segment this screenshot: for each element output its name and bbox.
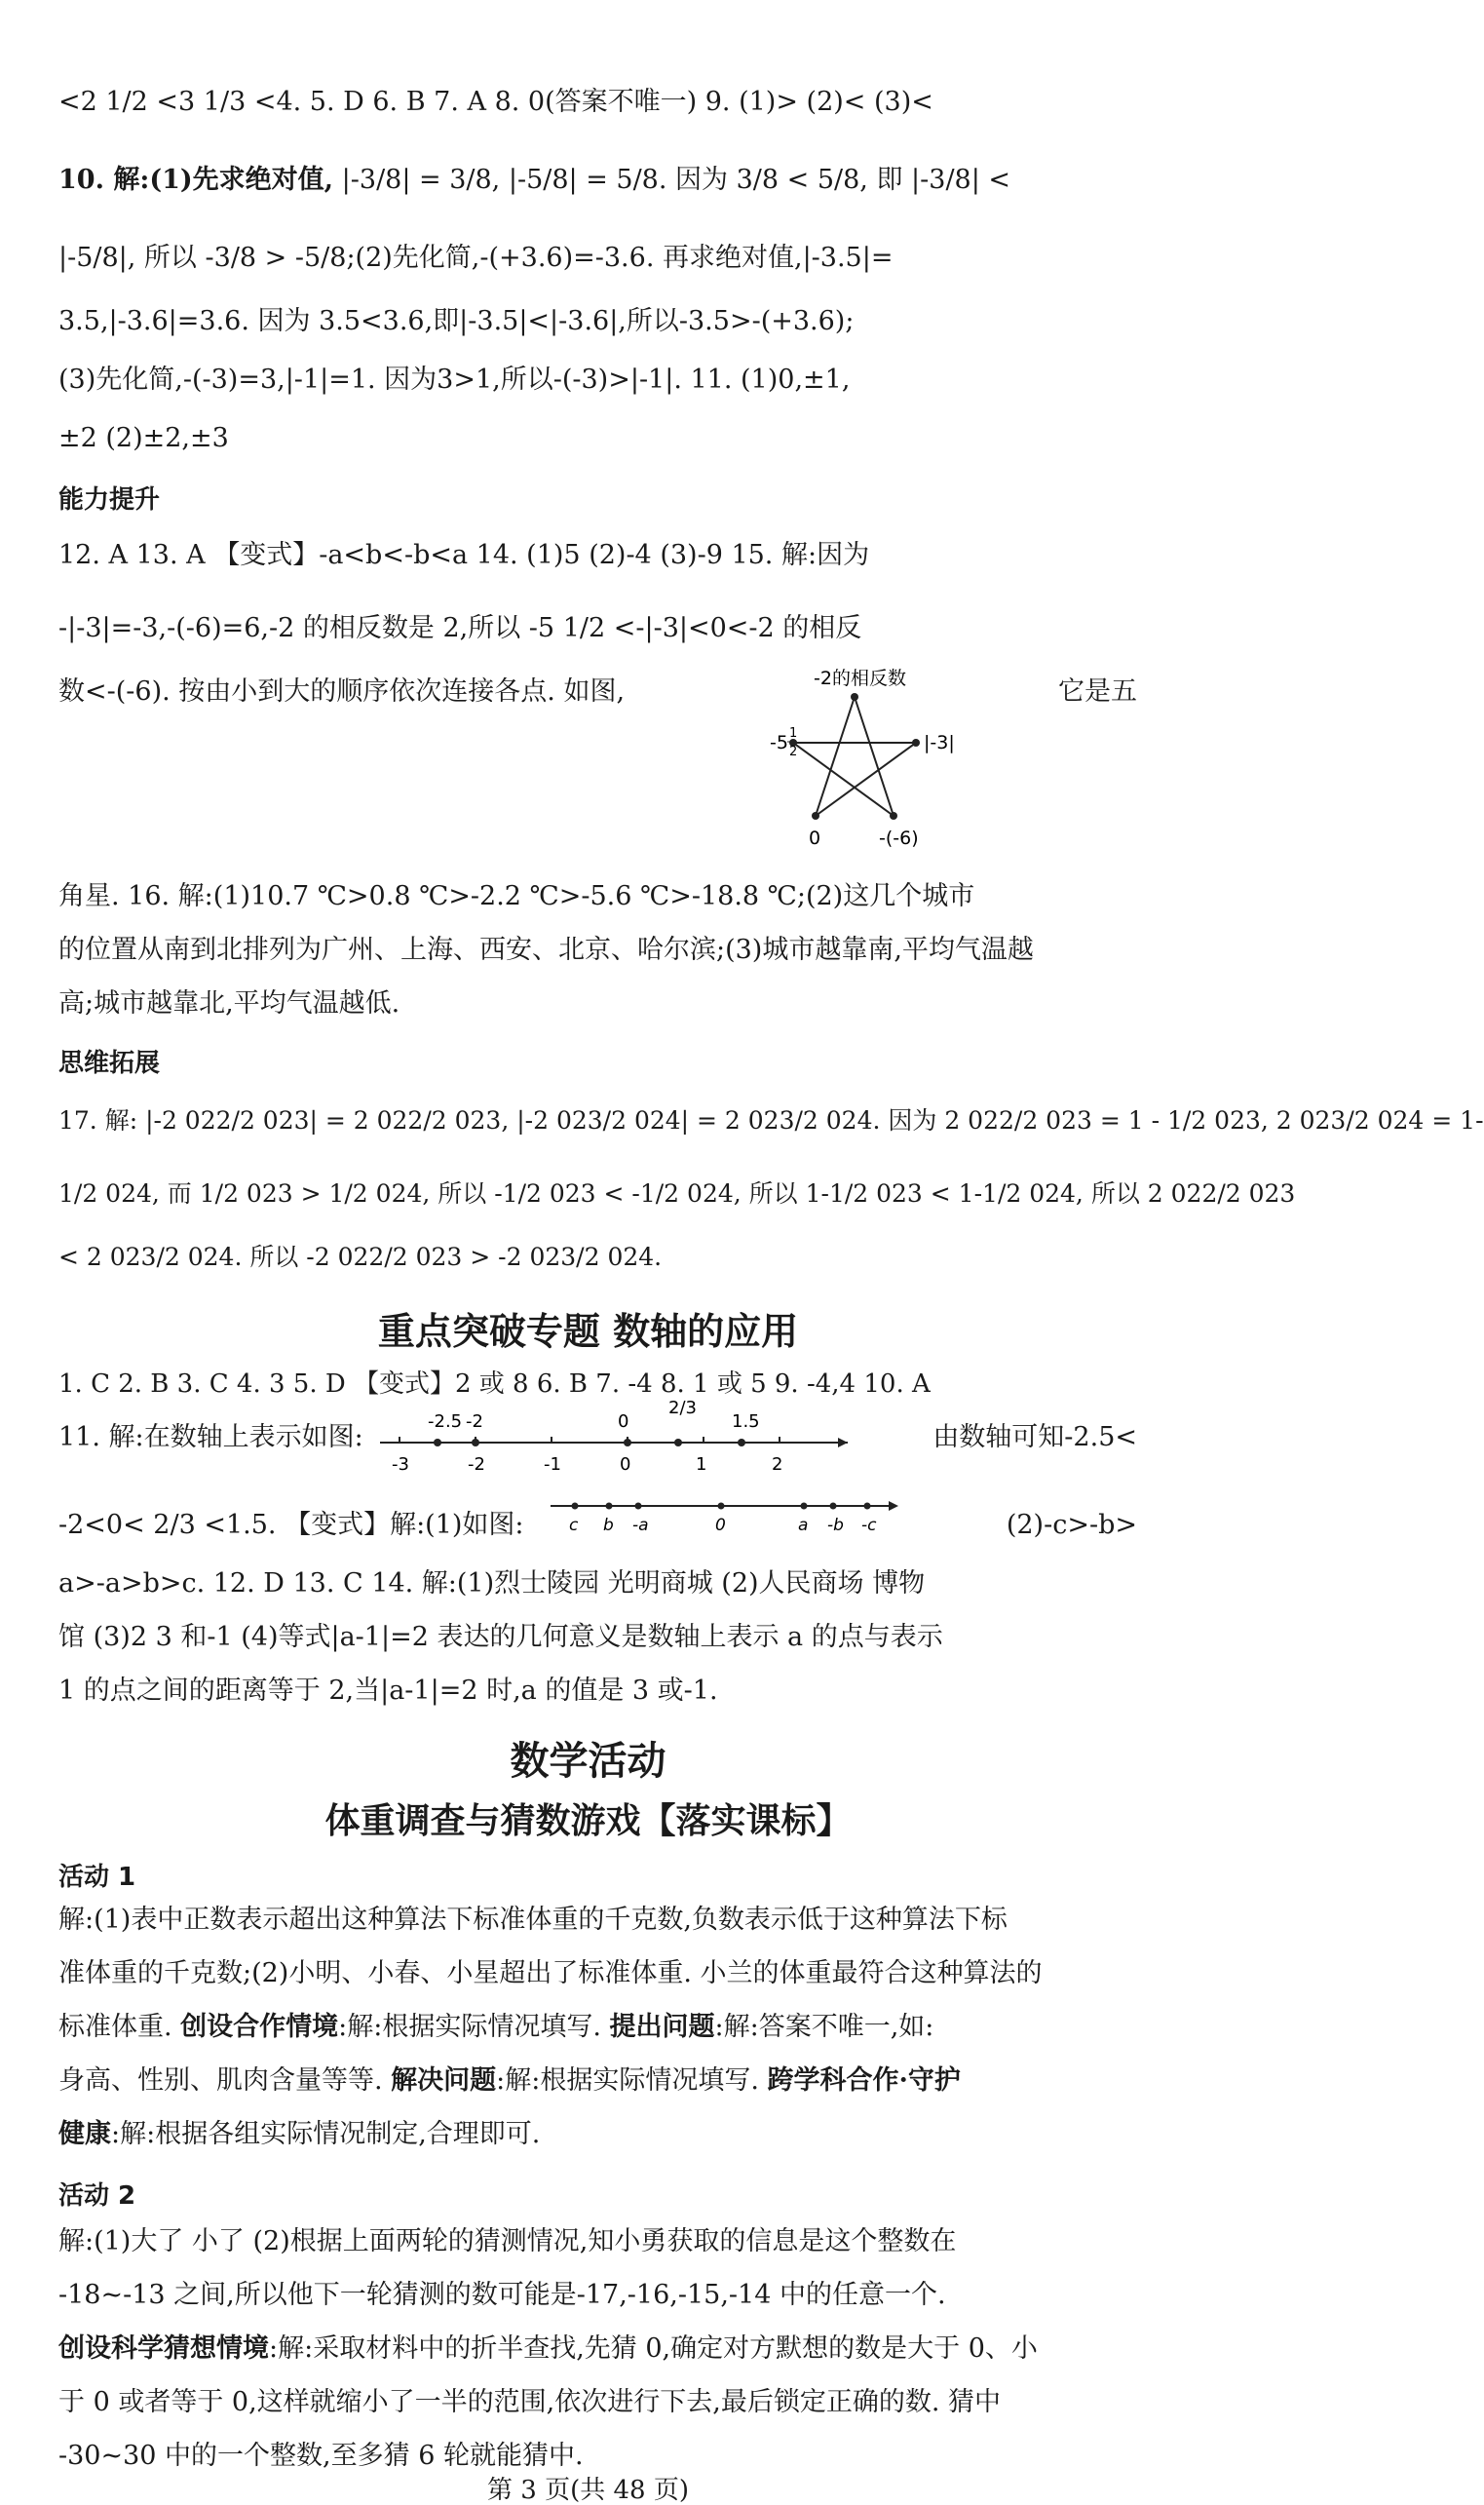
axis-point xyxy=(635,1503,642,1510)
axis-point xyxy=(738,1439,745,1446)
answer-line: a>-a>b>c. 12. D 13. C 14. 解:(1)烈士陵园 光明商城 (2)人民商场 博物 xyxy=(58,1568,926,1599)
axis-point-label: -b xyxy=(827,1516,844,1535)
answer-line xyxy=(58,2062,1137,2100)
answer-line-right: 由数轴可知-2.5< xyxy=(932,1422,1137,1452)
star-point-right xyxy=(912,739,920,747)
star-label-bottom-left: 0 xyxy=(809,828,821,849)
text-span: 身高、性别、肌肉含量等等. xyxy=(58,2065,392,2096)
answer-line xyxy=(58,2008,1137,2047)
axis-point-label: 0 xyxy=(618,1411,629,1432)
axis-point xyxy=(572,1503,579,1510)
axis-tick-label: 1 xyxy=(696,1454,707,1475)
answer-line: 高;城市越靠北,平均气温越低. xyxy=(58,988,400,1019)
answer-line: 17. 解: |-2 022/2 023| = 2 022/2 023, |-2 023/2 024| = 2 023/2 024. 因为 2 022/2 023 = 1 - 1/2 023, 2 023/2 024 = 1- xyxy=(58,1106,1484,1135)
answer-line-right: (2)-c>-b> xyxy=(1006,1510,1137,1540)
section-heading-thinking: 思维拓展 xyxy=(58,1049,161,1078)
bold-term: 创设科学猜想情境 xyxy=(58,2333,269,2364)
axis-point xyxy=(434,1439,441,1446)
text-span: :解:答案不唯一,如: xyxy=(714,2012,934,2042)
answer-line: 1 的点之间的距离等于 2,当|a-1|=2 时,a 的值是 3 或-1. xyxy=(58,1676,718,1706)
axis-point xyxy=(606,1503,613,1510)
axis-tick-label: 2 xyxy=(772,1454,783,1475)
answer-line: -30~30 中的一个整数,至多猜 6 轮就能猜中. xyxy=(58,2441,584,2471)
answer-line: -|-3|=-3,-(-6)=6,-2 的相反数是 2,所以 -5 1/2 <-|-3|<0<-2 的相反 xyxy=(58,613,862,643)
page-footer: 第 3 页(共 48 页) xyxy=(487,2476,689,2505)
star-label-bottom-right: -(-6) xyxy=(879,828,919,849)
axis-point xyxy=(718,1503,725,1510)
text-span: :解:根据各组实际情况制定,合理即可. xyxy=(111,2119,541,2149)
text-span: :解:根据实际情况填写. xyxy=(496,2065,768,2096)
star-outline xyxy=(793,697,916,816)
axis-tick-label: 0 xyxy=(620,1454,631,1475)
axis-point xyxy=(472,1439,479,1446)
title-activity-sub: 体重调查与猜数游戏【落实课标】 xyxy=(324,1801,852,1841)
text-span: :解:根据实际情况填写. xyxy=(338,2012,610,2042)
answer-line: ±2 (2)±2,±3 xyxy=(58,423,229,453)
star-point-top xyxy=(851,693,858,701)
answer-line: 的位置从南到北排列为广州、上海、西安、北京、哈尔滨;(3)城市越靠南,平均气温越 xyxy=(58,935,1034,965)
answer-line: (3)先化简,-(-3)=3,|-1|=1. 因为3>1,所以-(-3)>|-1|. 11. (1)0,±1, xyxy=(58,365,851,395)
star-label-left-num: 1 xyxy=(789,726,798,741)
q10-label: 10. 解:(1)先求绝对值, xyxy=(58,165,334,195)
answer-line: 角星. 16. 解:(1)10.7 ℃>0.8 ℃>-2.2 ℃>-5.6 ℃>-18.8 ℃;(2)这几个城市 xyxy=(58,881,975,911)
answer-line: 于 0 或者等于 0,这样就缩小了一半的范围,依次进行下去,最后锁定正确的数. 猜中 xyxy=(58,2387,1002,2417)
section-heading-ability: 能力提升 xyxy=(58,485,161,515)
axis-point-label: 2/3 xyxy=(668,1398,697,1418)
answer-line: 11. 解:在数轴上表示如图: xyxy=(58,1422,363,1452)
answer-line: 馆 (3)2 3 和-1 (4)等式|a-1|=2 表达的几何意义是数轴上表示 a 的点与表示 xyxy=(58,1622,943,1652)
answer-line xyxy=(58,161,1137,200)
answer-line xyxy=(58,2115,1137,2154)
text-span: 标准体重. xyxy=(58,2012,181,2042)
answer-line: 准体重的千克数;(2)小明、小春、小星超出了标准体重. 小兰的体重最符合这种算法的 xyxy=(58,1958,1043,1988)
axis-arrow-icon xyxy=(838,1438,848,1447)
bold-term: 健康 xyxy=(58,2119,111,2149)
q10-abs-compare: |-3/8| = 3/8, |-5/8| = 5/8. 因为 3/8 < 5/8, 即 |-3/8| < xyxy=(341,165,1011,195)
number-line-2 xyxy=(546,1486,906,1545)
answer-line: -2<0< 2/3 <1.5. 【变式】解:(1)如图: xyxy=(58,1510,524,1540)
bold-term: 创设合作情境 xyxy=(180,2012,339,2042)
axis-point-label: 1.5 xyxy=(732,1411,760,1432)
title-math-activity: 数学活动 xyxy=(510,1739,666,1784)
axis-point xyxy=(624,1439,631,1446)
axis-point xyxy=(674,1439,682,1446)
star-label-top: -2的相反数 xyxy=(814,668,906,689)
axis-point xyxy=(830,1503,837,1510)
axis-point-label: 0 xyxy=(715,1516,726,1535)
number-line-1 xyxy=(370,1384,857,1491)
answer-line: 解:(1)大了 小了 (2)根据上面两轮的猜测情况,知小勇获取的信息是这个整数在 xyxy=(58,2226,957,2256)
answer-line: 1. C 2. B 3. C 4. 3 5. D 【变式】2 或 8 6. B 7. -4 8. 1 或 5 9. -4,4 10. A xyxy=(58,1369,931,1399)
star-label-right: |-3| xyxy=(924,732,955,753)
answer-line-right: 它是五 xyxy=(1058,676,1137,707)
answer-line: 12. A 13. A 【变式】-a<b<-b<a 14. (1)5 (2)-4 (3)-9 15. 解:因为 xyxy=(58,540,870,570)
axis-point xyxy=(864,1503,871,1510)
star-point-bottom-left xyxy=(812,812,819,820)
axis-point-label: -c xyxy=(861,1516,877,1535)
answer-line: < 2 023/2 024. 所以 -2 022/2 023 > -2 023/2 024. xyxy=(58,1243,663,1271)
axis-point-label: b xyxy=(603,1516,614,1535)
title-special-topic: 重点突破专题 数轴的应用 xyxy=(377,1310,799,1353)
axis-point-label: -2.5 xyxy=(428,1411,463,1432)
answer-line: -18~-13 之间,所以他下一轮猜测的数可能是-17,-16,-15,-14 中的任意一个. xyxy=(58,2280,946,2310)
axis-point-label: a xyxy=(798,1516,809,1535)
activity-1-heading: 活动 1 xyxy=(58,1863,136,1892)
axis-tick-label: -3 xyxy=(392,1454,409,1475)
answer-line: <2 1/2 <3 1/3 <4. 5. D 6. B 7. A 8. 0(答案不唯一) 9. (1)> (2)< (3)< xyxy=(58,87,933,117)
answer-line: 3.5,|-3.6|=3.6. 因为 3.5<3.6,即|-3.5|<|-3.6|,所以-3.5>-(+3.6); xyxy=(58,306,855,336)
answer-line: |-5/8|, 所以 -3/8 > -5/8;(2)先化简,-(+3.6)=-3.6. 再求绝对值,|-3.5|= xyxy=(58,243,894,273)
answer-line: 解:(1)表中正数表示超出这种算法下标准体重的千克数,负数表示低于这种算法下标 xyxy=(58,1905,1008,1935)
axis-tick-label: -2 xyxy=(468,1454,485,1475)
bold-term: 跨学科合作·守护 xyxy=(767,2065,961,2096)
axis-tick-label: -1 xyxy=(544,1454,561,1475)
answer-line: 数<-(-6). 按由小到大的顺序依次连接各点. 如图, xyxy=(58,676,626,707)
activity-2-heading: 活动 2 xyxy=(58,2181,136,2211)
pentagram-figure xyxy=(770,663,1013,872)
axis-point-label: -a xyxy=(632,1516,649,1535)
axis-point xyxy=(801,1503,808,1510)
bold-term: 提出问题 xyxy=(609,2012,715,2042)
axis-point-label: c xyxy=(569,1516,579,1535)
star-label-left: -5 xyxy=(770,732,788,753)
answer-line: 1/2 024, 而 1/2 023 > 1/2 024, 所以 -1/2 023 < -1/2 024, 所以 1-1/2 023 < 1-1/2 024, 所以 2 022/2 023 xyxy=(58,1179,1296,1208)
axis-arrow-icon xyxy=(889,1501,898,1511)
text-span: :解:采取材料中的折半查找,先猜 0,确定对方默想的数是大于 0、小 xyxy=(269,2333,1038,2364)
axis-point-label: -2 xyxy=(466,1411,483,1432)
star-point-bottom-right xyxy=(890,812,897,820)
star-label-left-den: 2 xyxy=(789,745,798,759)
bold-term: 解决问题 xyxy=(391,2065,497,2096)
answer-line xyxy=(58,2330,1137,2369)
